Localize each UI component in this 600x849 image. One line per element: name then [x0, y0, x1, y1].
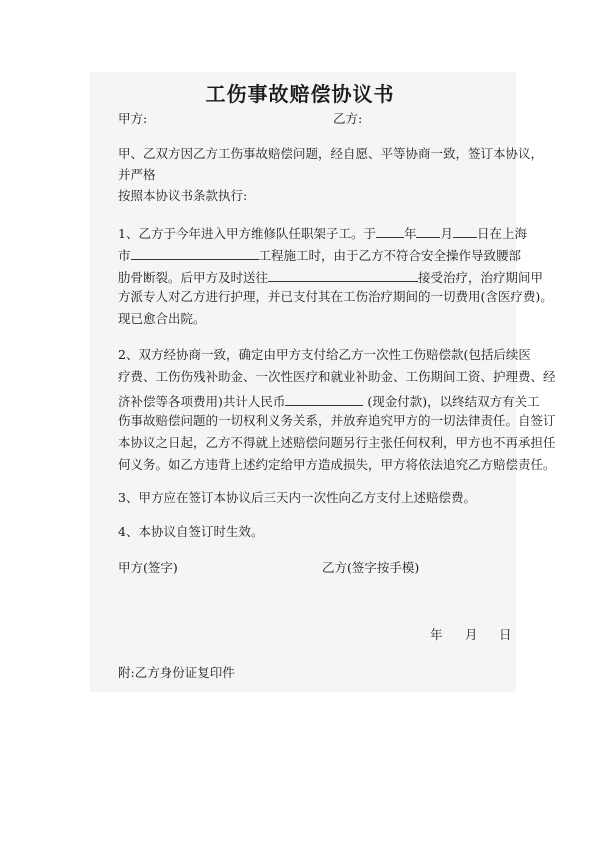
clause2-line-2: 疗费、工伤伤残补助金、一次性医疗和就业补助金、工伤期间工资、护理费、经: [118, 369, 556, 384]
intro-line-1: 甲、乙双方因乙方工伤事故赔偿问题，经自愿、平等协商一致，签订本协议，: [118, 146, 544, 161]
clause1-text-d: 接受治疗，治疗期间甲: [418, 270, 544, 285]
signature-party-b: 乙方(签字按手模): [322, 560, 420, 575]
clause3: 3、甲方应在签订本协议后三天内一次性向乙方支付上述赔偿费。: [118, 490, 476, 505]
clause1-day: 日在上海: [477, 226, 528, 241]
intro-line-3: 按照本协议书条款执行:: [118, 188, 248, 203]
clause2-line-1: 2、双方经协商一致，确定由甲方支付给乙方一次性工伤赔偿款(包括后续医: [118, 347, 531, 362]
clause2-line-4: 伤事故赔偿问题的一切权利义务关系，并放弃追究甲方的一切法律责任。自签订: [118, 413, 556, 428]
clause1-city: 市: [118, 248, 131, 263]
clause1-line-5: 现已愈合出院。: [118, 311, 206, 326]
intro-line-2: 并严格: [118, 167, 156, 182]
attachment-note: 附:乙方身份证复印件: [118, 665, 235, 680]
clause1-text-b: 工程施工时，由于乙方不符合安全操作导致腰部: [258, 248, 522, 263]
clause2-text-b: (现金付款)，以终结双方有关工: [367, 394, 540, 409]
clause1-line-4: 方派专人对乙方进行护理，并已支付其在工伤治疗期间的一切费用(含医疗费)。: [118, 289, 553, 304]
clause2-line-6: 何义务。如乙方违背上述约定给甲方造成损失，甲方将依法追究乙方赔偿责任。: [118, 457, 556, 472]
blank-amount: [285, 393, 363, 406]
party-b-label: 乙方:: [333, 111, 363, 126]
signature-party-a: 甲方(签字): [118, 560, 178, 575]
clause1-line-3: [118, 269, 543, 285]
clause1-text-a: 1、乙方于今年进入甲方维修队任职架子工。于: [118, 226, 376, 241]
blank-hospital: [268, 269, 418, 282]
clause1-line-1: [118, 225, 527, 241]
clause2-line-5: 本协议之日起，乙方不得就上述赔偿问题另行主张任何权利，甲方也不再承担任: [118, 435, 556, 450]
date-month: 月: [465, 627, 478, 642]
clause2-text-a: 济补偿等各项费用)共计人民币: [118, 394, 286, 409]
clause2-line-3: [118, 393, 540, 409]
date-year: 年: [430, 627, 443, 642]
clause1-text-c: 肋骨断裂。后甲方及时送往: [118, 270, 269, 285]
clause4: 4、本协议自签订时生效。: [118, 524, 264, 539]
clause1-line-2: [118, 247, 521, 263]
clause1-year: 年: [403, 226, 417, 241]
date-day: 日: [499, 627, 512, 642]
blank-day: [453, 225, 477, 238]
blank-year: [376, 225, 404, 238]
blank-project: [131, 247, 259, 260]
party-a-label: 甲方:: [118, 111, 148, 126]
document-title: 工伤事故赔偿协议书: [205, 82, 395, 106]
clause1-month: 月: [440, 226, 453, 241]
blank-month: [416, 225, 440, 238]
